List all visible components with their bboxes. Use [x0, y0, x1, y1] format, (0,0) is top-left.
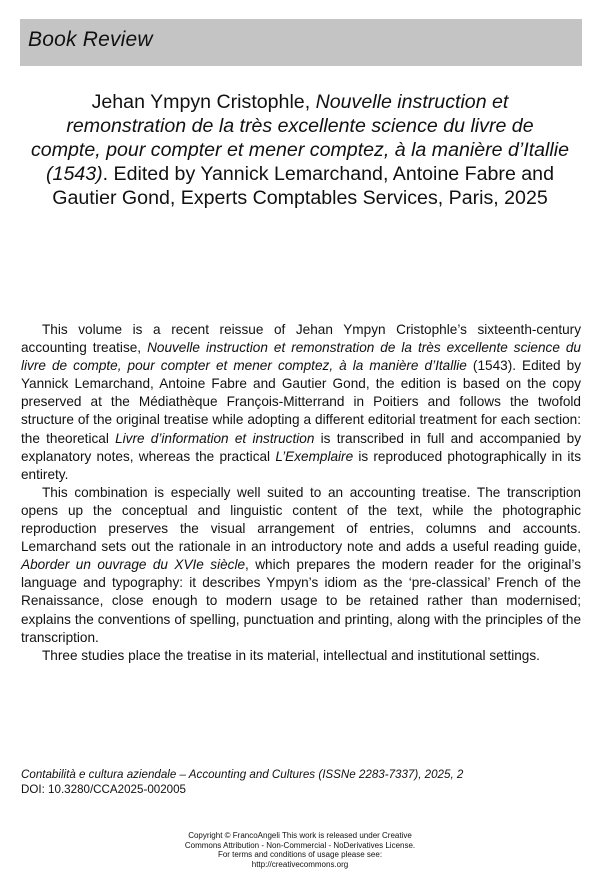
paragraph-2-italic-guide: Aborder un ouvrage du XVIe siècle [21, 557, 246, 573]
paragraph-1-italic-livre: Livre d’information et instruction [115, 430, 315, 446]
copyright-notice [100, 831, 500, 869]
citation-details: . Edited by Yannick Lemarchand, Antoine Fabre and Gautier Gond, Experts Comptables Services, Paris, 2025 [52, 163, 554, 209]
copyright-line-2: Commons Attribution - Non-Commercial - NoDerivatives License. [184, 840, 416, 850]
paragraph-1-text-a: This volume is a recent reissue of Jehan Ympyn Cristophle’s sixteenth-century accounting treatise, [21, 322, 581, 356]
section-header-band [20, 19, 582, 66]
paragraph-1 [21, 321, 581, 484]
citation-author: Jehan Ympyn Cristophle, [91, 91, 311, 113]
paragraph-2 [21, 484, 581, 647]
copyright-line-3: For terms and conditions of usage please see: [217, 850, 383, 860]
paragraph-1-text-g: is reproduced photographically in its entirety. [21, 448, 581, 482]
paragraph-1-text-c: (1543). Edited by Yannick Lemarchand, Antoine Fabre and Gautier Gond, the edition is based on the copy preserved at the Médiathèque François-Mitterrand in Poitiers and follows the twofold structure of the original treatise while adopting a different editorial treatment for each section: the theoretical [21, 358, 582, 446]
book-citation [30, 90, 570, 210]
review-body [21, 321, 581, 665]
journal-footer [21, 767, 463, 797]
paragraph-3: Three studies place the treatise in its material, intellectual and institutional settings. [42, 647, 540, 663]
journal-citation: Contabilità e cultura aziendale – Accounting and Cultures (ISSNe 2283-7337), 2025, 2 [21, 768, 464, 781]
copyright-line-1: Copyright © FrancoAngeli This work is released under Creative [188, 831, 412, 840]
paragraph-2-text-a: This combination is especially well suited to an accounting treatise. The transcription opens up the conceptual and linguistic content of the text, while the photographic reproduction preserves the visual arrangement of entries, columns and accounts. Lemarchand sets out the rationale in an introductory note and adds a useful reading guide, [21, 484, 581, 555]
copyright-link[interactable]: http://creativecommons.org [251, 859, 349, 869]
citation-book-title: Nouvelle instruction et remonstration de la très excellente science du livre de compte, pour compter et mener comptez, à la manière d’Itallie (1543) [31, 91, 569, 185]
paragraph-1-text-e: is transcribed in full and accompanied by explanatory notes, whereas the practical [21, 430, 581, 464]
paragraph-1-italic-title: Nouvelle instruction et remonstration de la très excellente science du livre de compte, pour compter et mener comptez, à la manière d’Itallie [21, 340, 581, 374]
doi: DOI: 10.3280/CCA2025-002005 [21, 783, 187, 796]
paragraph-1-italic-exemplaire: L’Exemplaire [275, 448, 354, 464]
section-title: Book Review [28, 28, 153, 51]
paragraph-2-text-c: , which prepares the modern reader for the original’s language and typography: it describes Ympyn’s idiom as the ‘pre-classical’ French of the Renaissance, close enough to modern usage to be retained rather than modernised; explains the conventions of spelling, punctuation and printing, along with the principles of the transcription. [21, 557, 582, 645]
